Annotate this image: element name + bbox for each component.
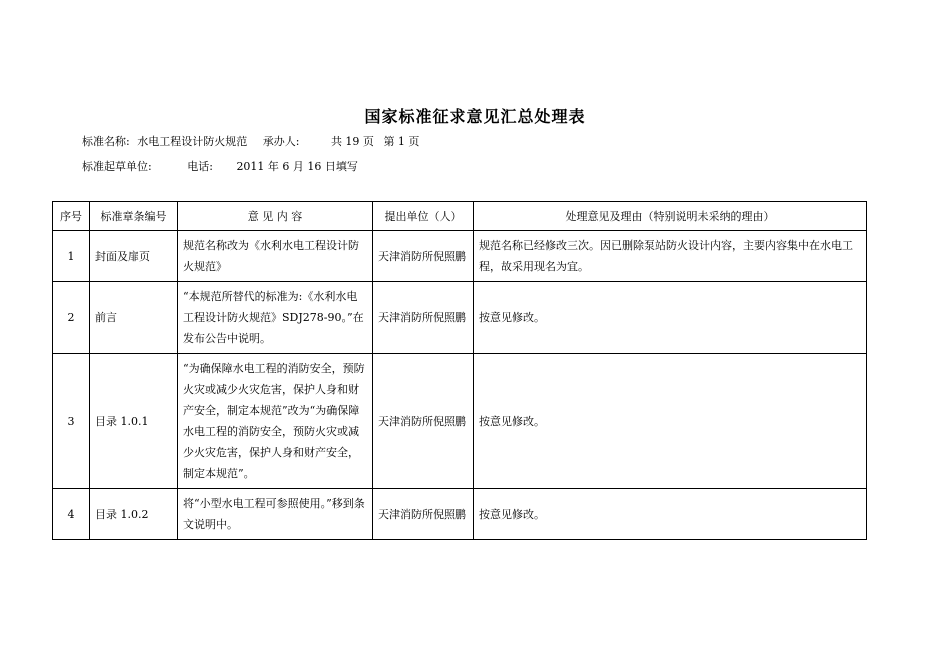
header-unit: 提出单位（人） (373, 202, 474, 231)
std-name-label: 标准名称: (82, 135, 130, 148)
row-handling: 规范名称已经修改三次。因已删除泵站防火设计内容，主要内容集中在水电工程，故采用现名为宜。 (474, 231, 867, 282)
row-clause: 目录 1.0.2 (90, 489, 178, 540)
row-opinion: “本规范所替代的标准为:《水利水电工程设计防火规范》SDJ278-90。”在发布公告中说明。 (178, 282, 373, 354)
row-no: 3 (53, 354, 90, 489)
header-clause: 标准章条编号 (90, 202, 178, 231)
pages-total: 共 19 页 (330, 135, 374, 148)
row-clause: 前言 (90, 282, 178, 354)
meta-line-2 (82, 158, 358, 174)
row-clause: 封面及扉页 (90, 231, 178, 282)
fill-date: 2011 年 6 月 16 日填写 (236, 160, 358, 173)
row-no: 4 (53, 489, 90, 540)
meta-line-1 (82, 133, 419, 149)
opinion-table (52, 201, 867, 540)
table-row (53, 489, 867, 540)
row-handling: 按意见修改。 (474, 489, 867, 540)
header-opinion: 意 见 内 容 (178, 202, 373, 231)
row-unit: 天津消防所倪照鹏 (373, 354, 474, 489)
table-row (53, 282, 867, 354)
row-handling: 按意见修改。 (474, 282, 867, 354)
row-no: 1 (53, 231, 90, 282)
row-clause: 目录 1.0.1 (90, 354, 178, 489)
row-unit: 天津消防所倪照鹏 (373, 231, 474, 282)
table-row (53, 231, 867, 282)
row-opinion: “为确保障水电工程的消防安全，预防火灾或减少火灾危害，保护人身和财产安全，制定本规范”改为“为确保障水电工程的消防安全，预防火灾或减少火灾危害，保护人身和财产安全，制定本规范”。 (178, 354, 373, 489)
table-header-row (53, 202, 867, 231)
page-title: 国家标准征求意见汇总处理表 (364, 107, 586, 126)
handler-label: 承办人: (262, 135, 300, 148)
drafting-unit-label: 标准起草单位: (82, 160, 152, 173)
row-unit: 天津消防所倪照鹏 (373, 282, 474, 354)
row-opinion: 将“小型水电工程可参照使用。”移到条文说明中。 (178, 489, 373, 540)
std-name: 水电工程设计防火规范 (137, 135, 248, 148)
row-unit: 天津消防所倪照鹏 (373, 489, 474, 540)
row-handling: 按意见修改。 (474, 354, 867, 489)
table-row (53, 354, 867, 489)
header-handling: 处理意见及理由（特别说明未采纳的理由） (474, 202, 867, 231)
phone-label: 电话: (187, 160, 213, 173)
header-no: 序号 (53, 202, 90, 231)
row-opinion: 规范名称改为《水利水电工程设计防火规范》 (178, 231, 373, 282)
row-no: 2 (53, 282, 90, 354)
page-current: 第 1 页 (383, 135, 420, 148)
